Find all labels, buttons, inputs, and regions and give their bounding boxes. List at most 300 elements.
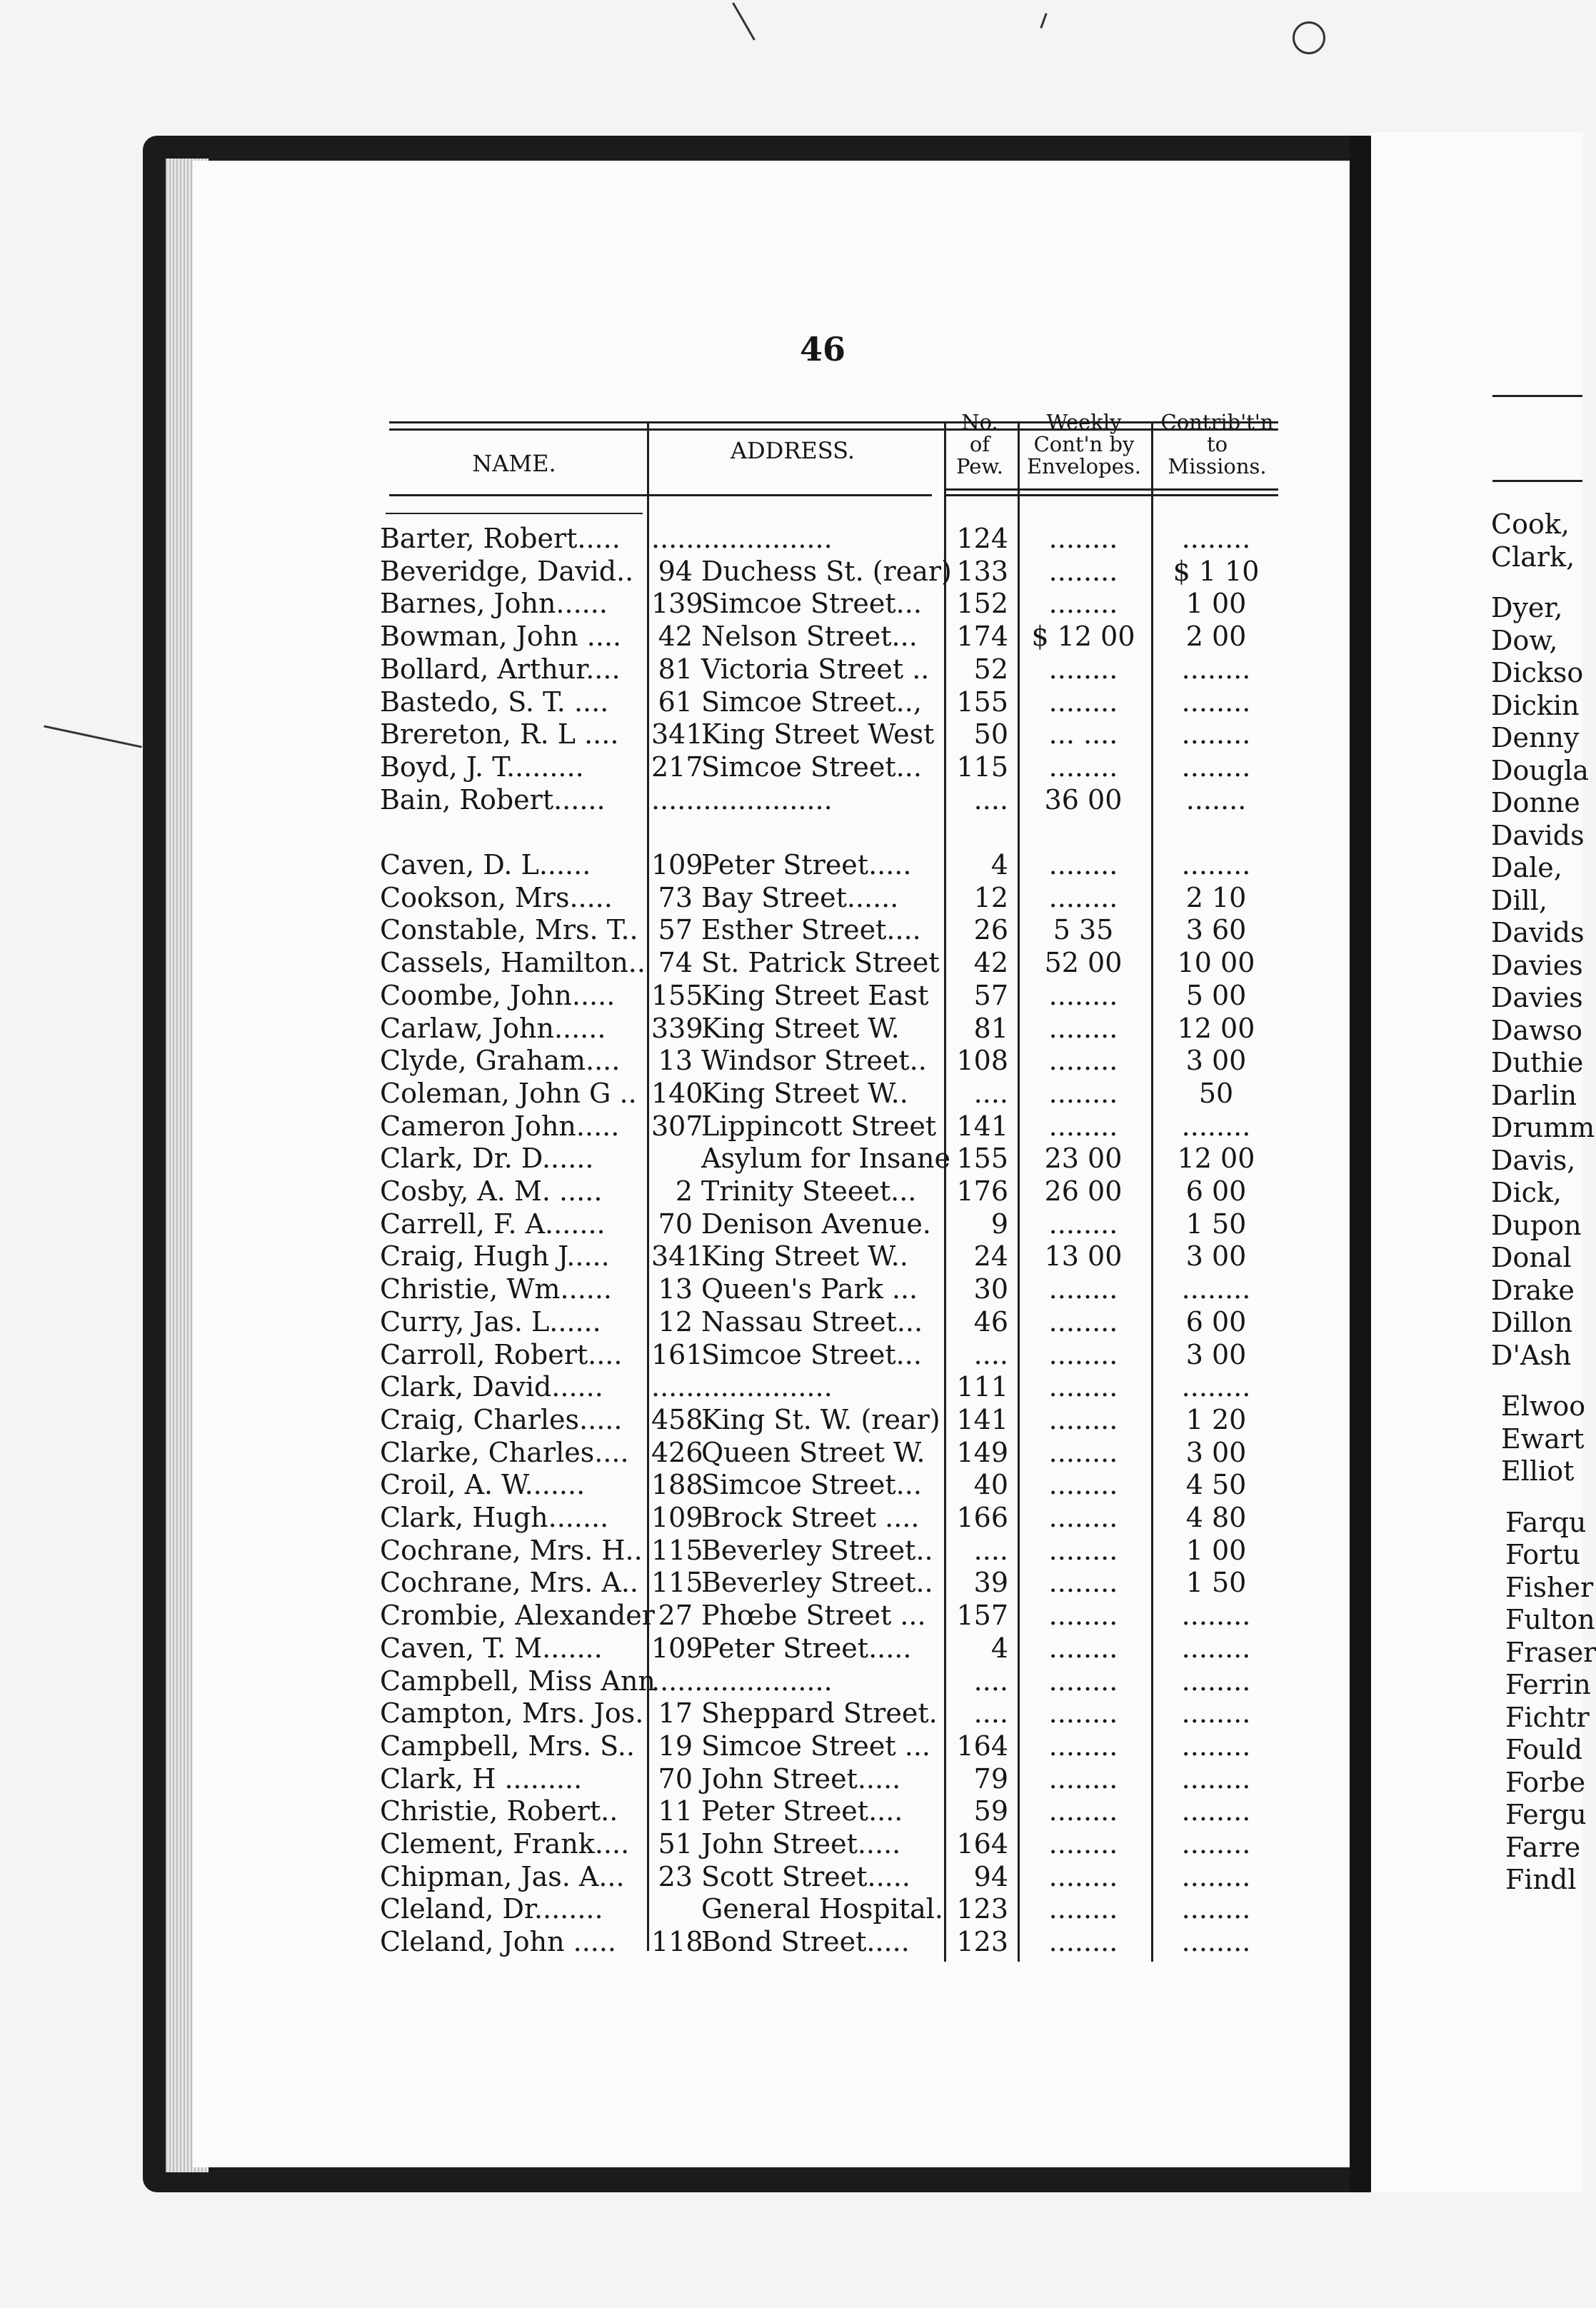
pew-number: 152 [956, 588, 1008, 620]
missions-contribution: ........ [1181, 751, 1251, 783]
street: Asylum for Insane [701, 1143, 950, 1175]
member-address [651, 1013, 943, 1045]
member-name: Coleman, John G .. [380, 1077, 637, 1109]
member-address [651, 1143, 950, 1175]
street: Bay Street...... [701, 881, 899, 913]
table-row [0, 1013, 1357, 1045]
street: King Street East [701, 979, 929, 1011]
right-page-name: Dick, [1491, 1177, 1562, 1208]
street: Windsor Street.. [701, 1045, 927, 1077]
street: King Street West [701, 718, 935, 751]
member-name: Campbell, Mrs. S.. [380, 1730, 635, 1762]
header-pew-line-3: Pew. [956, 454, 1003, 478]
missions-contribution: ........ [1181, 1926, 1251, 1958]
table-row [0, 621, 1357, 653]
weekly-contribution: ... .... [1048, 718, 1118, 751]
table-row [0, 947, 1357, 979]
street: ..................... [651, 1371, 833, 1403]
table-row [0, 523, 1357, 555]
pew-number: 4 [990, 849, 1008, 880]
table-row [0, 1861, 1357, 1893]
pew-number: 176 [956, 1175, 1008, 1207]
house-number [651, 1893, 943, 1925]
right-page-name: Cook, [1491, 508, 1570, 540]
pew-number: 123 [956, 1926, 1008, 1958]
house-number: 115 [651, 1567, 703, 1599]
header-weekly-line-2: Cont'n by [1033, 432, 1135, 456]
weekly-contribution: ........ [1048, 1632, 1118, 1664]
pew-number: 115 [956, 751, 1008, 783]
house-number: 109 [651, 849, 703, 880]
street: Brock Street .... [701, 1502, 920, 1533]
house-number: 17 [658, 1697, 693, 1730]
pew-number: .... [973, 1077, 1008, 1109]
house-number: 155 [651, 979, 703, 1011]
house-number: 307 [651, 1110, 703, 1142]
right-page-name: Fould [1505, 1734, 1583, 1765]
weekly-contribution: ........ [1048, 1893, 1118, 1925]
right-page-name: Fichtr [1505, 1701, 1590, 1733]
right-page-name: Forbe [1505, 1766, 1586, 1798]
missions-contribution: ....... [1185, 783, 1247, 816]
member-address [651, 1437, 943, 1469]
member-name: Crombie, Alexander [380, 1600, 655, 1632]
member-address [651, 1763, 943, 1795]
pew-number: 164 [956, 1730, 1008, 1762]
member-name: Campbell, Miss Ann [380, 1665, 656, 1697]
right-page-name: Elwoo [1501, 1390, 1586, 1422]
house-number: 458 [651, 1403, 703, 1435]
header-bottom-rule [389, 494, 932, 496]
member-name: Bowman, John .... [380, 621, 622, 653]
weekly-contribution: ........ [1048, 751, 1118, 783]
member-address [651, 816, 943, 848]
street: King St. W. (rear) [701, 1403, 940, 1435]
missions-contribution: ........ [1181, 1632, 1251, 1664]
member-address [651, 588, 943, 620]
member-name: Clark, David...... [380, 1371, 603, 1403]
weekly-contribution: ........ [1048, 1338, 1118, 1370]
house-number: 11 [658, 1795, 693, 1827]
member-address [651, 1795, 943, 1827]
missions-contribution: 3 00 [1185, 1436, 1247, 1468]
member-address [651, 980, 943, 1012]
pew-number: 133 [956, 555, 1008, 587]
house-number: 339 [651, 1012, 703, 1044]
weekly-contribution: ........ [1048, 1502, 1118, 1533]
member-name: Craig, Charles..... [380, 1403, 623, 1435]
member-name: Croil, A. W....... [380, 1469, 586, 1501]
missions-contribution: 12 00 [1177, 1143, 1255, 1175]
weekly-contribution: 26 00 [1044, 1175, 1123, 1207]
member-address [651, 1371, 943, 1403]
member-name: Carrell, F. A....... [380, 1208, 606, 1240]
header-name: NAME. [472, 450, 556, 477]
table-row [0, 1535, 1357, 1567]
missions-contribution: 4 80 [1185, 1502, 1247, 1533]
street: ..................... [651, 783, 833, 816]
missions-contribution: 1 00 [1185, 1534, 1247, 1566]
pew-number: 81 [973, 1012, 1008, 1044]
weekly-contribution: ........ [1048, 1436, 1118, 1468]
street: Simcoe Street.., [701, 686, 922, 718]
right-page-name: Dickso [1491, 657, 1584, 688]
right-page-name: Fergu [1505, 1799, 1587, 1830]
street: Bond Street..... [701, 1926, 910, 1958]
right-page-name: Davies [1491, 982, 1583, 1013]
house-number: 74 [658, 947, 693, 979]
house-number: 341 [651, 718, 703, 751]
weekly-contribution: ........ [1048, 1012, 1118, 1044]
house-number: 13 [658, 1045, 693, 1077]
right-page-name: Dupon [1491, 1209, 1582, 1241]
weekly-contribution: ........ [1048, 1077, 1118, 1109]
member-name: Bollard, Arthur.... [380, 653, 621, 685]
member-name: Clement, Frank.... [380, 1828, 630, 1860]
weekly-contribution: ........ [1048, 653, 1118, 685]
member-address [651, 1502, 943, 1534]
missions-contribution: 5 00 [1185, 979, 1247, 1011]
member-address [651, 1632, 943, 1665]
table-row [0, 1306, 1357, 1338]
member-address [651, 718, 943, 751]
table-row [0, 1273, 1357, 1305]
house-number: 217 [651, 751, 703, 783]
member-address [651, 751, 943, 783]
member-name: Cleland, Dr........ [380, 1893, 603, 1925]
weekly-contribution: 5 35 [1053, 914, 1114, 946]
pew-number: 157 [956, 1600, 1008, 1632]
member-name: Cochrane, Mrs. A.. [380, 1567, 638, 1599]
table-row [0, 588, 1357, 620]
member-name: Craig, Hugh J..... [380, 1240, 610, 1273]
table-row [0, 1339, 1357, 1371]
missions-contribution: 50 [1198, 1077, 1234, 1109]
house-number: 341 [651, 1240, 703, 1273]
pew-number: 26 [973, 914, 1008, 946]
member-address [651, 1567, 943, 1599]
street: John Street..... [701, 1828, 901, 1860]
missions-contribution: ........ [1181, 1110, 1251, 1142]
street: Simcoe Street... [701, 1338, 922, 1370]
right-page-header-rule-2 [1492, 480, 1582, 482]
member-address [651, 1339, 943, 1371]
member-name: Chipman, Jas. A... [380, 1860, 625, 1892]
member-address [651, 1828, 943, 1860]
member-name: Campton, Mrs. Jos. [380, 1697, 644, 1730]
member-name: Clyde, Graham.... [380, 1045, 621, 1077]
member-address [651, 947, 943, 979]
house-number: 426 [651, 1436, 703, 1468]
pew-number: 164 [956, 1828, 1008, 1860]
street: Queen's Park ... [701, 1273, 918, 1305]
header-weekly-line-3: Envelopes. [1027, 454, 1141, 478]
table-row [0, 1143, 1357, 1175]
pew-number: 30 [973, 1273, 1008, 1305]
right-page-name: Farqu [1505, 1506, 1587, 1538]
table-row [0, 1110, 1357, 1143]
header-bottom-rule-right-2 [944, 494, 1278, 496]
right-page-name: Darlin [1491, 1079, 1577, 1111]
missions-contribution: ........ [1181, 1828, 1251, 1860]
weekly-contribution: ........ [1048, 1926, 1118, 1958]
member-name: Barter, Robert..... [380, 523, 621, 554]
house-number: 57 [658, 914, 693, 946]
missions-contribution: ........ [1181, 1697, 1251, 1730]
missions-contribution: 10 00 [1177, 947, 1255, 979]
pew-number: 155 [956, 1143, 1008, 1175]
missions-contribution: ........ [1181, 718, 1251, 751]
member-address [651, 1926, 943, 1958]
table-row [0, 1665, 1357, 1697]
right-page-name: Drumm [1491, 1112, 1595, 1143]
street: King Street W.. [701, 1240, 908, 1273]
right-page-name: Clark, [1491, 541, 1575, 573]
pew-number: 141 [956, 1403, 1008, 1435]
missions-contribution: 1 50 [1185, 1567, 1247, 1599]
member-name: Curry, Jas. L...... [380, 1305, 601, 1338]
header-bottom-rule-right [944, 488, 1278, 491]
table-row [0, 882, 1357, 914]
street: Peter Street..... [701, 1632, 912, 1664]
house-number: 140 [651, 1077, 703, 1109]
member-name: Cookson, Mrs..... [380, 881, 613, 913]
header-weekly [1020, 411, 1148, 478]
right-page-name: Dow, [1491, 624, 1558, 656]
house-number: 51 [658, 1828, 693, 1860]
house-number: 161 [651, 1338, 703, 1370]
weekly-contribution: 23 00 [1044, 1143, 1123, 1175]
scan-mark [1293, 21, 1325, 54]
street: Esther Street.... [701, 914, 921, 946]
missions-contribution: 3 60 [1185, 914, 1247, 946]
street: Peter Street.... [701, 1795, 903, 1827]
weekly-contribution: ........ [1048, 849, 1118, 880]
member-name: Carlaw, John...... [380, 1012, 606, 1044]
weekly-contribution: ........ [1048, 686, 1118, 718]
house-number: 2 [675, 1175, 693, 1207]
street: Peter Street..... [701, 849, 912, 880]
pew-number: .... [973, 1338, 1008, 1370]
pew-number: 42 [973, 947, 1008, 979]
missions-contribution: $ 1 10 [1173, 555, 1260, 587]
missions-contribution: 2 10 [1185, 881, 1247, 913]
table-row [0, 1763, 1357, 1795]
member-address [651, 1893, 943, 1925]
header-missions-line-3: Missions. [1168, 454, 1267, 478]
member-name: Beveridge, David.. [380, 555, 634, 587]
right-page-name: Donne [1491, 787, 1580, 818]
house-number: 70 [658, 1208, 693, 1240]
missions-contribution: 4 50 [1185, 1469, 1247, 1501]
street: Trinity Steeet... [701, 1175, 917, 1207]
member-address [651, 523, 943, 555]
pew-number: 174 [956, 621, 1008, 653]
header-missions-line-1: Contrib't'n [1160, 410, 1274, 434]
missions-contribution: ........ [1181, 1665, 1251, 1697]
house-number: 73 [658, 881, 693, 913]
scan-background-bottom [143, 2192, 1582, 2308]
right-page-name: Dillon [1491, 1307, 1573, 1338]
street: Sheppard Street. [701, 1697, 938, 1730]
house-number: 70 [658, 1762, 693, 1795]
missions-contribution: 3 00 [1185, 1338, 1247, 1370]
member-name: Caven, T. M....... [380, 1632, 603, 1664]
member-address [651, 849, 943, 881]
header-weekly-line-1: Weekly [1046, 410, 1122, 434]
member-name: Caven, D. L...... [380, 849, 591, 880]
weekly-contribution: ........ [1048, 523, 1118, 554]
pew-number: 50 [973, 718, 1008, 751]
weekly-contribution: ........ [1048, 1273, 1118, 1305]
missions-contribution: 12 00 [1177, 1012, 1255, 1044]
pew-number: 4 [990, 1632, 1008, 1664]
table-row [0, 653, 1357, 686]
table-row [0, 1404, 1357, 1436]
table-row [0, 816, 1357, 848]
member-address [651, 686, 943, 718]
pew-number: 141 [956, 1110, 1008, 1142]
pew-number: 59 [973, 1795, 1008, 1827]
table-row [0, 751, 1357, 783]
missions-contribution: ........ [1181, 1600, 1251, 1632]
table-row [0, 1469, 1357, 1501]
member-address [651, 1600, 943, 1632]
table-row [0, 1208, 1357, 1240]
header-pew-line-2: of [969, 432, 990, 456]
missions-contribution: ........ [1181, 523, 1251, 554]
weekly-contribution: ........ [1048, 1762, 1118, 1795]
street: Duchess St. (rear) [701, 555, 952, 587]
street: General Hospital. [701, 1893, 944, 1925]
street: Scott Street..... [701, 1860, 910, 1892]
header-pew-line-1: No. [961, 410, 998, 434]
weekly-contribution: ........ [1048, 881, 1118, 913]
right-page-name: Fulton [1505, 1604, 1595, 1635]
street: Phœbe Street ... [701, 1600, 926, 1632]
street: Denison Avenue. [701, 1208, 931, 1240]
table-row [0, 1795, 1357, 1827]
member-name: Cameron John..... [380, 1110, 620, 1142]
member-address [651, 882, 943, 914]
pew-number: 111 [956, 1371, 1008, 1403]
member-name: Brereton, R. L .... [380, 718, 619, 751]
member-address [651, 1175, 943, 1208]
street: Beverley Street.. [701, 1567, 933, 1599]
missions-contribution: 3 00 [1185, 1240, 1247, 1273]
pew-number: 123 [956, 1893, 1008, 1925]
pew-number: 124 [956, 523, 1008, 554]
header-missions-line-2: to [1206, 432, 1228, 456]
right-page-name: Fraser [1505, 1636, 1596, 1668]
street: King Street W.. [701, 1077, 908, 1109]
right-page-name: Davids [1491, 819, 1585, 851]
table-row [0, 1078, 1357, 1110]
weekly-contribution: ........ [1048, 1469, 1118, 1501]
member-name: Clark, Hugh....... [380, 1502, 609, 1533]
member-name: Constable, Mrs. T.. [380, 914, 638, 946]
weekly-contribution: ........ [1048, 1045, 1118, 1077]
member-name: Cochrane, Mrs. H.. [380, 1534, 643, 1566]
house-number: 81 [658, 653, 693, 685]
table-row [0, 1893, 1357, 1925]
table-row [0, 718, 1357, 751]
member-address [651, 1861, 943, 1893]
street: Beverley Street.. [701, 1534, 933, 1566]
pew-number: 24 [973, 1240, 1008, 1273]
pew-number: 40 [973, 1469, 1008, 1501]
table-row [0, 1632, 1357, 1665]
member-address [651, 1045, 943, 1077]
street: Simcoe Street... [701, 588, 922, 620]
member-name: Bastedo, S. T. .... [380, 686, 609, 718]
missions-contribution: ........ [1181, 1860, 1251, 1892]
weekly-contribution: ........ [1048, 1600, 1118, 1632]
weekly-contribution: ........ [1048, 1567, 1118, 1599]
table-row [0, 980, 1357, 1012]
right-page-name: Dale, [1491, 852, 1562, 883]
right-page-name: Dyer, [1491, 592, 1563, 623]
street: Simcoe Street ... [701, 1730, 930, 1762]
pew-number: .... [973, 1697, 1008, 1730]
weekly-contribution: ........ [1048, 1534, 1118, 1566]
street: John Street..... [701, 1762, 901, 1795]
house-number: 109 [651, 1502, 703, 1533]
weekly-contribution: ........ [1048, 979, 1118, 1011]
table-row [0, 1600, 1357, 1632]
right-page-name: Drake [1491, 1274, 1575, 1306]
right-page-header-rule [1492, 395, 1582, 397]
right-page-name: Denny [1491, 722, 1580, 753]
right-page-name: Dawso [1491, 1014, 1583, 1046]
house-number: 109 [651, 1632, 703, 1664]
pew-number: 52 [973, 653, 1008, 685]
missions-contribution: ........ [1181, 1762, 1251, 1795]
missions-contribution: 1 20 [1185, 1403, 1247, 1435]
missions-contribution: 3 00 [1185, 1045, 1247, 1077]
right-page-name: Davies [1491, 949, 1583, 981]
pew-number: .... [973, 783, 1008, 816]
street: St. Patrick Street [701, 947, 940, 979]
member-name: Cassels, Hamilton.. [380, 947, 646, 979]
missions-contribution: ........ [1181, 1273, 1251, 1305]
weekly-contribution: ........ [1048, 1795, 1118, 1827]
street: ..................... [651, 523, 833, 554]
member-name: Clark, Dr. D...... [380, 1143, 594, 1175]
right-page-name: Ewart [1501, 1423, 1585, 1455]
member-address [651, 621, 943, 653]
table-row [0, 849, 1357, 881]
weekly-contribution: ........ [1048, 1110, 1118, 1142]
member-name: Christie, Wm...... [380, 1273, 613, 1305]
member-name: Clarke, Charles.... [380, 1436, 629, 1468]
weekly-contribution: ........ [1048, 588, 1118, 620]
pew-number: 149 [956, 1436, 1008, 1468]
member-name: Bain, Robert...... [380, 783, 606, 816]
house-number: 94 [658, 555, 693, 587]
missions-contribution: ........ [1181, 1371, 1251, 1403]
table-row [0, 784, 1357, 816]
table-row [0, 1371, 1357, 1403]
weekly-contribution: ........ [1048, 1697, 1118, 1730]
missions-contribution: 2 00 [1185, 621, 1247, 653]
house-number: 19 [658, 1730, 693, 1762]
weekly-contribution: ........ [1048, 555, 1118, 587]
member-address [651, 1697, 943, 1730]
table-row [0, 1567, 1357, 1599]
member-address [651, 914, 943, 946]
name-underline [386, 513, 643, 514]
